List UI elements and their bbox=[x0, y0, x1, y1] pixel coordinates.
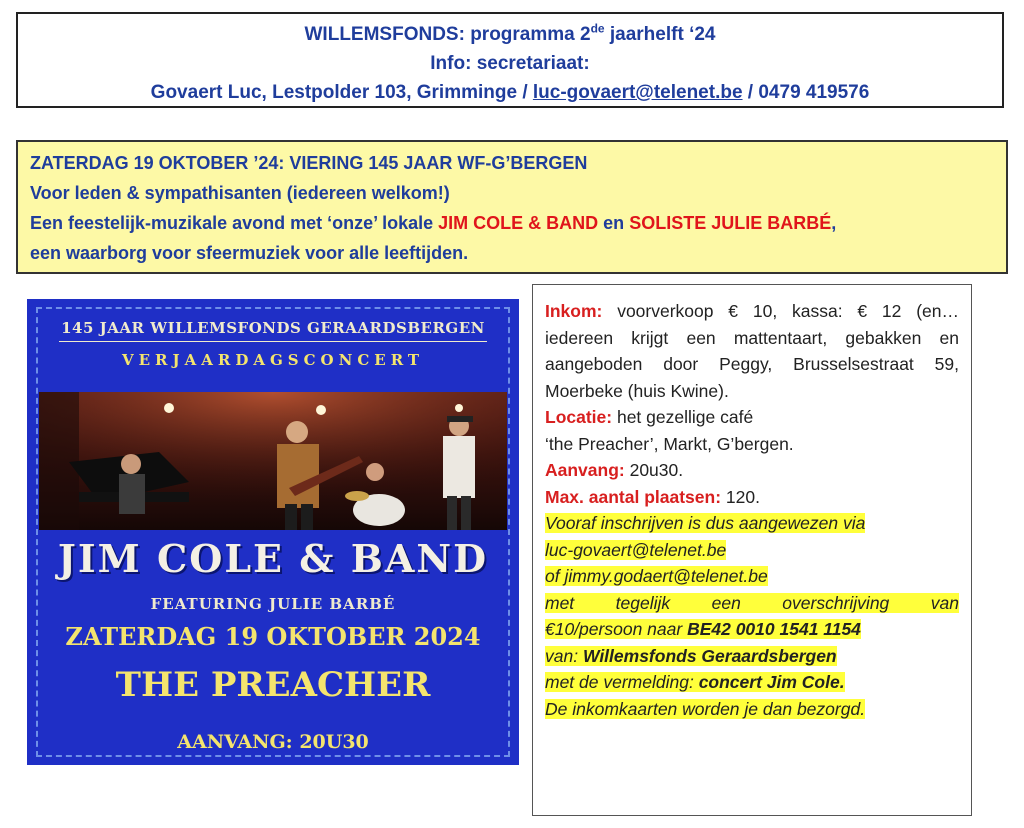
event-tagline: een waarborg voor sfeermuziek voor alle leeftijden. bbox=[30, 243, 469, 263]
email-line-1 bbox=[545, 537, 959, 564]
program-header bbox=[16, 12, 1004, 108]
beneficiary: Willemsfonds Geraardsbergen bbox=[582, 645, 837, 666]
mention-line: met de vermelding: concert Jim Cole. bbox=[545, 672, 845, 692]
soloist-name: SOLISTE JULIE BARBÉ bbox=[629, 213, 832, 233]
locatie-address: ‘the Preacher’, Markt, G’bergen. bbox=[545, 433, 794, 454]
poster-underline bbox=[59, 341, 487, 342]
poster-band-title: JIM COLE & BAND bbox=[57, 536, 489, 581]
poster-venue: THE PREACHER bbox=[115, 665, 431, 705]
email-line-2: of jimmy.godaert@telenet.be bbox=[545, 566, 768, 586]
poster-featuring: FEATURING JULIE BARBÉ bbox=[150, 595, 396, 613]
mention-text: concert Jim Cole. bbox=[698, 672, 845, 692]
header-info: Info: secretariaat: bbox=[430, 53, 590, 74]
band-photo-illustration bbox=[39, 392, 507, 530]
ticket-info-box bbox=[532, 284, 972, 816]
inkom-paragraph: Inkom: voorverkoop € 10, kassa: € 12 (en… iedereen krijgt een mattentaart, gebakken en aangeboden door Peggy, Brusselsestraat 59, Moerbeke (huis Kwine). bbox=[545, 301, 959, 401]
poster-date: ZATERDAG 19 OKTOBER 2024 bbox=[65, 622, 481, 651]
header-contact: Govaert Luc, Lestpolder 103, Grimminge / luc-govaert@telenet.be / 0479 419576 bbox=[150, 82, 870, 103]
max-label: Max. aantal plaatsen: bbox=[545, 486, 722, 507]
locatie-line: Locatie: het gezellige café bbox=[545, 407, 754, 427]
transfer-line: met tegelijk een overschrijving van bbox=[545, 592, 959, 613]
aanvang-line: Aanvang: 20u30. bbox=[545, 460, 684, 480]
poster-subtitle: VERJAARDAGSCONCERT bbox=[121, 351, 425, 369]
vooraf-line: Vooraf inschrijven is dus aangewezen via bbox=[545, 513, 866, 533]
concert-poster bbox=[27, 299, 519, 765]
header-title: WILLEMSFONDS: programma 2de jaarhelft ‘24 bbox=[304, 21, 716, 45]
event-title: ZATERDAG 19 OKTOBER ’24: VIERING 145 JAAR WF-G’BERGEN bbox=[30, 153, 588, 173]
event-description: Een feestelijk-muzikale avond met ‘onze’ lokale JIM COLE & BAND en SOLISTE JULIE BARBÉ, bbox=[30, 213, 837, 233]
band-photo bbox=[39, 392, 507, 530]
event-announcement bbox=[16, 140, 1008, 274]
header-email-link[interactable]: luc-govaert@telenet.be bbox=[532, 82, 743, 103]
amount-line: €10/persoon naar BE42 0010 1541 1154 bbox=[545, 619, 861, 639]
email-link-1[interactable]: luc-govaert@telenet.be bbox=[545, 539, 727, 560]
poster-org-line: 145 JAAR WILLEMSFONDS GERAARDSBERGEN bbox=[61, 319, 485, 337]
iban: BE42 0010 1541 1154 bbox=[687, 619, 861, 639]
van-line: van: Willemsfonds Geraardsbergen bbox=[545, 645, 837, 666]
last-line: De inkomkaarten worden je dan bezorgd. bbox=[545, 698, 866, 719]
locatie-label: Locatie: bbox=[545, 407, 613, 427]
inkom-label: Inkom: bbox=[545, 301, 603, 321]
band-name: JIM COLE & BAND bbox=[438, 213, 599, 233]
event-audience: Voor leden & sympathisanten (iedereen welkom!) bbox=[30, 183, 450, 203]
aanvang-label: Aanvang: bbox=[545, 460, 625, 480]
max-line: Max. aantal plaatsen: 120. bbox=[545, 486, 760, 507]
poster-start-time: AANVANG: 20U30 bbox=[177, 731, 369, 753]
